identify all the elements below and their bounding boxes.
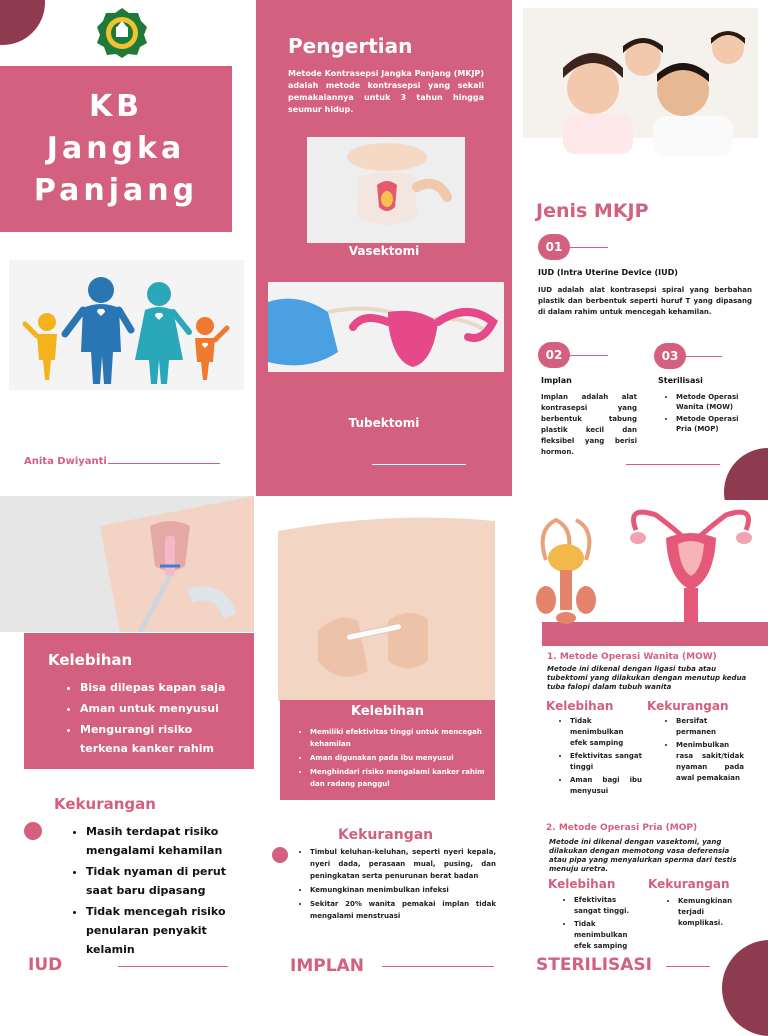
corner-circle	[722, 940, 768, 1036]
iud-footer: IUD	[28, 955, 63, 975]
list-item: • Tidak nyaman di perut saat baru dipasang	[86, 862, 248, 900]
mop-kelebihan-heading: Kelebihan	[548, 877, 616, 891]
list-item: • Bersifat permanen	[676, 716, 744, 738]
item-03-line	[686, 356, 722, 357]
list-item: • Tidak menimbulkan efek samping	[570, 716, 642, 749]
pengertian-divider	[372, 464, 466, 465]
item-03-list	[662, 392, 754, 436]
list-item: • Aman untuk menyusui	[80, 699, 242, 718]
implan-kekurangan-heading: Kekurangan	[338, 827, 434, 843]
list-item: • Sekitar 20% wanita pemakai implan tidak mengalami menstruasi	[310, 898, 496, 922]
title-line-1: KB	[88, 89, 144, 124]
panel3-divider	[626, 464, 720, 465]
list-item: • Timbul keluhan-keluhan, seperti nyeri kepala, nyeri dada, perasaan mual, pusing, dan peningkatan serta penurunan berat badan	[310, 846, 496, 882]
family-illustration	[9, 260, 244, 390]
list-item: • Masih terdapat risiko mengalami kehamilan	[86, 822, 248, 860]
mow-kelebihan-list	[556, 716, 642, 799]
implan-kekurangan-list	[296, 846, 496, 924]
sterilisasi-footer-divider	[666, 966, 710, 967]
mop-text: Metode ini dikenal dengan vasektomi, yang dilakukan dengan memotong vasa deferensia atau pipa yang menyalurkan sperma dari testis menuju uretra.	[549, 838, 737, 873]
list-item: • Metode Operasi Wanita (MOW)	[676, 392, 754, 412]
list-item: • Kemungkinan terjadi komplikasi.	[678, 896, 744, 929]
mow-kelebihan-heading: Kelebihan	[546, 699, 614, 713]
list-item: • Menghindari risiko mengalami kanker rahim dan radang panggul	[310, 766, 492, 790]
item-02-text: Implan adalah alat kontrasepsi yang berbentuk tabung plastik kecil dan fleksibel yang berisi hormon.	[541, 393, 637, 456]
implan-photo	[278, 511, 495, 701]
list-item: • Aman bagi ibu menyusui	[570, 775, 642, 797]
mop-kekurangan-heading: Kekurangan	[648, 877, 730, 891]
author-divider	[108, 463, 220, 464]
iud-footer-divider	[118, 966, 228, 967]
mop-kelebihan-list	[560, 895, 642, 954]
family-photo	[523, 8, 758, 185]
vasektomi-caption: Vasektomi	[348, 244, 420, 258]
bullet-dot	[24, 822, 42, 840]
item-03-badge: 03	[654, 343, 686, 369]
mop-kekurangan-list	[664, 896, 744, 931]
iud-kekurangan-list	[72, 822, 248, 961]
reproductive-organs-illustration	[516, 500, 768, 646]
title-text	[0, 86, 232, 212]
list-item: • Kemungkinan menimbulkan infeksi	[310, 884, 496, 896]
list-item: • Efektivitas sangat tinggi.	[574, 895, 642, 917]
mow-text: Metode ini dikenal dengan ligasi tuba atau tubektomi yang dilakukan dengan menutup kedua tuba falopi dalam tubuh wanita	[547, 665, 747, 691]
logo-emblem	[96, 7, 148, 59]
mow-title: 1. Metode Operasi Wanita (MOW)	[547, 652, 717, 662]
list-item: • Tidak menimbulkan efek samping	[574, 919, 642, 952]
sterilisasi-footer: STERILISASI	[536, 955, 652, 975]
item-01-badge: 01	[538, 234, 570, 260]
list-item: • Menimbulkan rasa sakit/tidak nyaman pada awal pemakaian	[676, 740, 744, 784]
title-line-3: Panjang	[33, 173, 199, 208]
item-03-title: Sterilisasi	[658, 376, 703, 385]
list-item: • Aman digunakan pada ibu menyusui	[310, 752, 492, 764]
list-item: • Efektivitas sangat tinggi	[570, 751, 642, 773]
bullet-dot	[272, 847, 288, 863]
iud-kelebihan-heading: Kelebihan	[48, 651, 133, 669]
item-01-text: IUD adalah alat kontrasepsi spiral yang berbahan plastik dan berbentuk seperti huruf T yang dipasang di dalam rahim untuk mencegah kehamilan.	[538, 286, 752, 316]
mop-title: 2. Metode Operasi Pria (MOP)	[546, 823, 698, 833]
list-item: • Metode Operasi Pria (MOP)	[676, 414, 754, 434]
corner-circle	[0, 0, 45, 45]
title-line-2: Jangka	[46, 131, 186, 166]
implan-footer: IMPLAN	[290, 956, 364, 976]
item-01-line	[570, 247, 608, 248]
list-item: • Tidak mencegah risiko penularan penyakit kelamin	[86, 902, 248, 959]
pengertian-heading: Pengertian	[288, 34, 413, 58]
jenis-heading: Jenis MKJP	[536, 200, 649, 222]
mow-kekurangan-list	[662, 716, 744, 786]
mow-kekurangan-heading: Kekurangan	[647, 699, 729, 713]
list-item: • Memiliki efektivitas tinggi untuk mencegah kehamilan	[310, 726, 492, 750]
implan-kelebihan-heading: Kelebihan	[351, 704, 424, 719]
item-02-title: Implan	[541, 376, 572, 385]
author-name: Anita Dwiyanti	[24, 456, 107, 467]
item-01-title: IUD (Intra Uterine Device (IUD)	[538, 268, 678, 277]
iud-kelebihan-list	[66, 678, 242, 760]
implan-footer-divider	[382, 966, 494, 967]
list-item: • Bisa dilepas kapan saja	[80, 678, 242, 697]
iud-photo	[0, 496, 254, 632]
item-02-line	[570, 355, 608, 356]
implan-kelebihan-list	[296, 726, 492, 792]
iud-kekurangan-heading: Kekurangan	[54, 795, 156, 813]
list-item: • Mengurangi risiko terkena kanker rahim	[80, 720, 242, 758]
pengertian-text: Metode Kontrasepsi Jangka Panjang (MKJP) adalah metode kontrasepsi yang sekali pemakaiannya untuk 3 tahun hingga seumur hidup.	[288, 69, 484, 114]
item-02-badge: 02	[538, 342, 570, 368]
vasektomi-photo	[307, 137, 465, 243]
tubektomi-photo	[268, 282, 504, 372]
tubektomi-caption: Tubektomi	[348, 416, 420, 430]
